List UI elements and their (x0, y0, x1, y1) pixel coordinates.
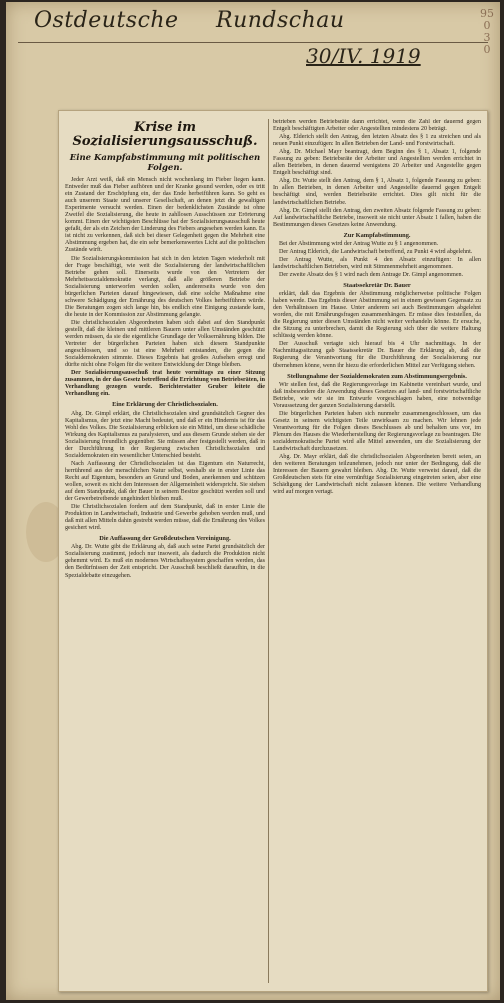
article-paragraph: Die Christlichsozialen fordern auf dem Standpunkt, daß in erster Linie die Produktion in Landwirtschaft, Industrie und Gewerbe gehoben werden muß, und daß mit allen Mitteln dahin gestrebt werden müsse, daß die Ernährung des Volkes gesichert wird. (65, 504, 265, 532)
article-column-left (65, 119, 265, 985)
article-paragraph: Abg. Dr. Wutte stellt den Antrag, dem § 1, Absatz 1, folgende Fassung zu geben: In allen Betrieben, in denen Arbeiter und Angestellte dauernd gegen Entgelt beschäftigt sind, werden Betriebsräte errichtet. Dies gilt nicht für die landwirtschaftlichen Betriebe. (273, 178, 481, 206)
article-paragraph: Der zweite Absatz des § 1 wird nach dem Antrage Dr. Gimpl angenommen. (279, 271, 464, 278)
article-paragraph: Bei der Abstimmung wird der Antrag Wutte zu § 1 angenommen. (279, 240, 439, 247)
section-heading: Stellungnahme der Sozialdemokraten zum Abstimmungsergebnis. (287, 372, 467, 380)
column-divider (268, 119, 269, 983)
section-heading: Eine Erklärung der Christlichsozialen. (112, 401, 218, 409)
article-paragraph: Jeder Arzt weiß, daß ein Mensch nicht wochenlang im Fieber liegen kann. Entweder muß das Fieber aufhören und der Kranke gesund werden, oder es tritt ein Zustand der Erschöpfung ein, der das Ende herbeiführen kann. So geht es auch unserem Staate und unserer Gesellschaft, an denen jetzt die gewaltigen Experimente versucht werden. Einen der bedenklichsten Zustände ist ohne Zweifel die Sozialisierung, die heute in zahllosen Ausschüssen zur Erörterung kommt. Einen der wichtigsten Beschlüsse hat der Sozialisierungsausschuß heute gefaßt, der als ein Zeichen der Linderung des Fiebers angesehen werden kann. Es ist nicht zu verkennen, daß sich bei dieser Gelegenheit gegen die Mehrheit eine Abstimmung ergeben hat, die ein sehr bemerkenswertes Licht auf die politischen Zustände wirft. (65, 177, 265, 254)
article-paragraph: Wir stellen fest, daß die Regierungsvorlage im Kabinette vereinbart wurde, und daß insbesondere die Anwendung dieses Gesetzes auf land- und forstwirtschaftliche Betriebe, wie wir sie im Entwurfe vorgeschlagen haben, eine notwendige Voraussetzung der ganzen Sozialisierung darstellt. (273, 381, 481, 409)
newspaper-clipping (58, 110, 488, 992)
margin-note: 0 (483, 43, 491, 56)
article-paragraph: Der Antrag Wutte, als Punkt 4 den Absatz einzufügen: In allen landwirtschaftlichen Betrieben, wird mit Stimmenmehrheit angenommen. (273, 256, 481, 270)
newspaper-name-handwritten-part2: Rundschau (216, 8, 345, 33)
article-paragraph: Der Sozialisierungsausschuß trat heute vormittags zu einer Sitzung zusammen, in der das Gesetz betreffend die Errichtung von Betriebsräten, in Verhandlung gezogen wurde. Berichterstatter Gruber leitete die Verhandlung ein. (65, 370, 265, 398)
article-paragraph: Nach Auffassung der Christlichsozialen ist das Eigentum ein Naturrecht, herrührend aus der menschlichen Natur selbst, weshalb sie in erster Linie das Recht auf Eigentum, besonders an Grund und Boden, anerkennen und schützen wollen, soweit es nicht den Interessen der Allgemeinheit widerspricht. Sie stehen auf dem Standpunkt, daß der Bauer in seinem Besitze geschützt werden soll und der Gewerbetreibende ungehindert bleiben muß. (65, 460, 265, 503)
margin-note: 95 (480, 7, 494, 20)
article-subheadline: Eine Kampfabstimmung mit politischen Folgen. (69, 153, 261, 173)
document-sheet (6, 2, 500, 1000)
header-underline (18, 42, 488, 43)
article-paragraph: Der Antrag Elderich, die Landwirtschaft betreffend, zu Punkt 4 wird abgelehnt. (279, 248, 473, 255)
section-heading: Staatssekretär Dr. Bauer (343, 281, 411, 289)
article-paragraph: Abg. Dr. Mayr erklärt, daß die christlichsozialen Abgeordneten bereit seien, an den weiteren Beratungen teilzunehmen, jedoch nur unter der Bedingung, daß die Interessen der Bauern gewahrt bleiben. Abg. Dr. Wutte verweist darauf, daß die Großdeutschen stets für eine vernünftige Sozialisierung eingetreten seien, aber eine Schädigung der Landwirtschaft nicht zulassen können. Die weitere Verhandlung wird auf morgen vertagt. (273, 454, 481, 496)
article-paragraph: Der Ausschuß vertagte sich hierauf bis 4 Uhr nachmittags. In der Nachmittagssitzung gab Staatssekretär Dr. Bauer die Erklärung ab, daß die Regierung die Verantwortung für die Durchführung der Sozialisierung nur übernehmen könne, wenn ihr hiezu die erforderlichen Mittel zur Verfügung stehen. (273, 341, 481, 369)
margin-notes (480, 8, 494, 56)
newspaper-name-handwritten: Ostdeutsche (34, 8, 179, 33)
article-paragraph: Die bürgerlichen Parteien haben sich nunmehr zusammengeschlossen, um das Gesetz in seinem wichtigsten Teile unwirksam zu machen. Wir lehnen jede Verantwortung für die Folgen dieses Beschlusses ab und behalten uns vor, im Plenum des Hauses die Wiederherstellung der Regierungsvorlage zu beantragen. Die sozialdemokratische Partei wird alle Mittel anwenden, um die Sozialisierung der Landwirtschaft durchzusetzen. (273, 410, 481, 453)
handwritten-date: 30/IV. 1919 (306, 44, 421, 68)
article-headline: Krise im Sozialisierungsausschuß. (72, 120, 258, 149)
article-paragraph: Abg. Elderich stellt den Antrag, den letzten Absatz des § 1 zu streichen und als neuen Punkt einzufügen: In allen Betrieben der Land- und Forstwirtschaft. (273, 134, 481, 148)
article-paragraph: Die christlichsozialen Abgeordneten haben sich dabei auf den Standpunkt gestellt, daß die kleinen und mittleren Bauern unter allen Umständen geschützt werden müssen, da sie die eigentliche Grundlage der Volksernährung bilden. Die Vertreter der bürgerlichen Parteien haben sich diesem Standpunkte angeschlossen, und so ist eine Mehrheit entstanden, die gegen die Sozialdemokraten stimmte. Dieses Ergebnis hat großes Aufsehen erregt und dürfte nicht ohne Folgen für die weitere Entwicklung der Dinge bleiben. (65, 319, 265, 369)
article-paragraph: Abg. Dr. Wutte gibt die Erklärung ab, daß auch seine Partei grundsätzlich der Sozialisierung zustimmt, jedoch nur insoweit, als dadurch die Produktion nicht gehemmt wird. Es muß ein modernes Wirtschaftssystem geschaffen werden, das den Bedürfnissen der Zeit entspricht. Der Ausschuß beschließt daraufhin, in die Spezialdebatte einzugehen. (65, 544, 265, 579)
article-column-right (273, 119, 481, 985)
margin-note: 3 (483, 31, 491, 44)
margin-note: 0 (483, 19, 491, 32)
article-paragraph: Abg. Dr. Michael Mayr beantragt, dem Beginn des § 1, Absatz 1, folgende Fassung zu geben: Betriebsräte der Arbeiter und Angestellten werden errichtet in allen Betrieben, in denen dauernd wenigstens 20 Arbeiter und Angestellte gegen Entgelt beschäftigt sind. (273, 149, 481, 177)
article-paragraph: betrieben werden Betriebsräte dann errichtet, wenn die Zahl der dauernd gegen Entgelt beschäftigten Arbeiter oder Angestellten mindestens 20 beträgt. (273, 119, 481, 133)
article-paragraph: Die Sozialisierungskommission hat sich in den letzten Tagen wiederholt mit der Frage beschäftigt, wie weit die Sozialisierung der landwirtschaftlichen Betriebe gehen soll. Einerseits wurde von den Vertretern der Mehrheitssozialdemokratie verlangt, daß alle größeren Betriebe der Sozialisierung unterworfen werden sollen, andererseits wurde von den bürgerlichen Parteien darauf hingewiesen, daß eine solche Maßnahme eine schwere Schädigung der Ernährung des deutschen Volkes herbeiführen würde. Die Beratungen zogen sich lange hin, bis endlich eine Einigung zustande kam, die heute in der Kommission zur Abstimmung gelangte. (65, 255, 265, 318)
section-heading: Die Auffassung der Großdeutschen Vereinigung. (99, 535, 231, 543)
article-paragraph: Abg. Dr. Gimpl erklärt, die Christlichsozialen sind grundsätzlich Gegner des Kapitalismus, der jetzt eine Macht bedeutet, und daß er ein Hindernis ist für das Wohl des Volkes. Die Sozialisierung erblicken sie ein Mittel, um diese schädliche Wirkung des Kapitalismus zu paralysieren, und aus diesem Grunde stehen sie der Sozialisierung freundlich gegenüber. Sie müssen aber festgestellt werden, daß in der Durchführung in der Regierung zwischen Christlichsozialen und Sozialdemokraten ein wesentlicher Unterschied besteht. (65, 410, 265, 459)
article-paragraph: erklärt, daß das Ergebnis der Abstimmung möglicherweise politische Folgen haben werde. Das Ergebnis dieser Abstimmung sei in einem gewissen Gegensatz zu den Verhältnissen im Hause. Unter anderem sei auch Bestimmungen abgelehnt worden, die mit Ernährungsfragen zusammenhängen. Er müsse dies feststellen, da die Regierung unter diesen Umständen nicht weiter verhandeln könne. Er ersuche, die Sitzung zu unterbrechen, damit die Regierung sich über die weitere Haltung schlüssig werden könne. (273, 291, 481, 340)
section-heading: Zur Kampfabstimmung. (343, 231, 411, 239)
article-paragraph: Abg. Dr. Gimpl stellt den Antrag, den zweiten Absatz folgende Fassung zu geben: Auf landwirtschaftliche Betriebe, insoweit sie nicht unter Absatz 1 fallen, haben die Bestimmungen dieses Gesetzes keine Anwendung. (273, 207, 481, 228)
